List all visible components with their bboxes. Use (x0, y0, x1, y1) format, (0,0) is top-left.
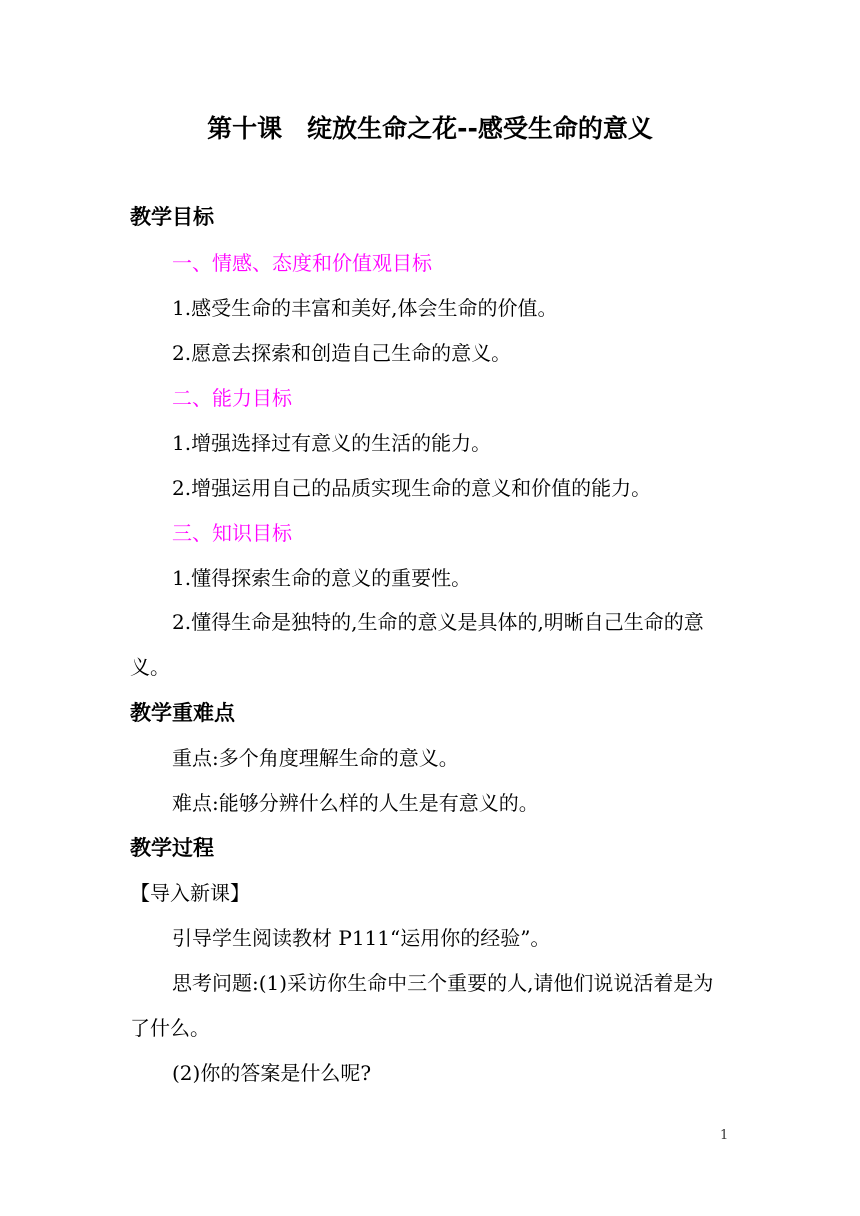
goal-ability-item-1: 1.增强选择过有意义的生活的能力。 (172, 431, 492, 455)
question-1: 思考问题:(1)采访你生命中三个重要的人,请他们说说活着是为 (172, 971, 714, 995)
key-point: 重点:多个角度理解生命的意义。 (172, 746, 459, 770)
goal-ability-heading: 二、能力目标 (172, 386, 292, 410)
question-2: (2)你的答案是什么呢? (172, 1061, 372, 1085)
goal-emotion-item-2: 2.愿意去探索和创造自己生命的意义。 (172, 341, 512, 365)
question-1-continued: 了什么。 (130, 1016, 210, 1040)
teaching-goals-heading: 教学目标 (130, 205, 214, 229)
teaching-process-heading: 教学过程 (130, 836, 214, 860)
difficulty-point: 难点:能够分辨什么样的人生是有意义的。 (172, 791, 539, 815)
goal-ability-item-2: 2.增强运用自己的品质实现生命的意义和价值的能力。 (172, 476, 652, 500)
goal-knowledge-item-2-continued: 义。 (130, 655, 170, 679)
key-points-heading: 教学重难点 (130, 701, 235, 725)
page-number: 1 (720, 1128, 729, 1143)
goal-knowledge-item-2: 2.懂得生命是独特的,生命的意义是具体的,明晰自己生命的意 (172, 610, 704, 634)
intro-instruction: 引导学生阅读教材 P111“运用你的经验”。 (172, 926, 551, 950)
goal-emotion-item-1: 1.感受生命的丰富和美好,体会生命的价值。 (172, 296, 558, 320)
goal-emotion-heading: 一、情感、态度和价值观目标 (172, 251, 432, 275)
intro-section-heading: 【导入新课】 (130, 881, 250, 905)
goal-knowledge-heading: 三、知识目标 (172, 521, 292, 545)
lesson-title: 第十课 绽放生命之花--感受生命的意义 (207, 114, 653, 143)
goal-knowledge-item-1: 1.懂得探索生命的意义的重要性。 (172, 566, 472, 590)
